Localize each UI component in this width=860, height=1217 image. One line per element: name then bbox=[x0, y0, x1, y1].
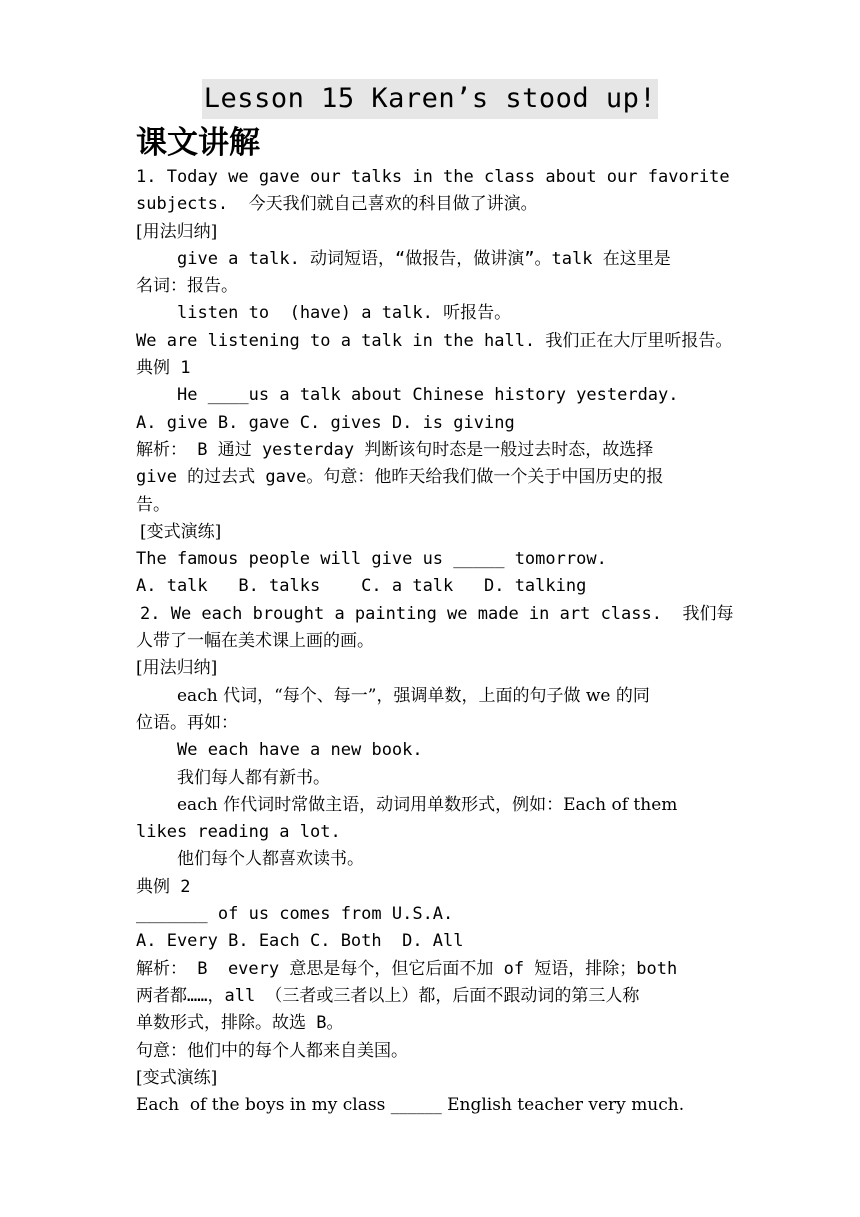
text-line: 句意：他们中的每个人都来自美国。 bbox=[136, 1040, 408, 1061]
text-line: The famous people will give us _____ tomorrow. bbox=[136, 549, 607, 570]
text-line: 解析： B every 意思是每个，但它后面不加 of 短语，排除；both bbox=[136, 958, 678, 979]
text-line: 解析： B 通过 yesterday 判断该句时态是一般过去时态，故选择 bbox=[136, 439, 654, 460]
text-line: give 的过去式 gave。句意：他昨天给我们做一个关于中国历史的报 bbox=[136, 467, 664, 488]
text-line: 单数形式，排除。故选 B。 bbox=[136, 1013, 344, 1034]
answer-options: A. Every B. Each C. Both D. All bbox=[136, 931, 464, 952]
lesson-body bbox=[136, 164, 760, 1119]
text-line: 我们每人都有新书。 bbox=[177, 767, 330, 788]
text-line: We are listening to a talk in the hall. 我们正在大厅里听报告。 bbox=[136, 330, 733, 351]
answer-options: A. talk B. talks C. a talk D. talking bbox=[136, 576, 587, 597]
practice-label: [变式演练] bbox=[136, 1067, 218, 1088]
text-line: He ____us a talk about Chinese history yesterday. bbox=[177, 385, 679, 406]
text-line: 他们每个人都喜欢读书。 bbox=[177, 849, 364, 870]
usage-label: [用法归纳] bbox=[136, 221, 218, 242]
text-line: 两者都……，all （三者或三者以上）都，后面不跟动词的第三人称 bbox=[136, 985, 640, 1006]
text-line: subjects. 今天我们就自己喜欢的科目做了讲演。 bbox=[136, 194, 538, 215]
text-line: give a talk. 动词短语，“做报告，做讲演”。talk 在这里是 bbox=[177, 248, 671, 269]
text-line: likes reading a lot. bbox=[136, 822, 341, 843]
practice-label: [变式演练] bbox=[140, 521, 222, 542]
usage-label: [用法归纳] bbox=[136, 658, 218, 679]
lesson-title: Lesson 15 Karen’s stood up! bbox=[202, 79, 658, 119]
text-line: each 作代词时常做主语，动词用单数形式，例如：Each of them bbox=[177, 794, 678, 815]
text-line: 位语。再如： bbox=[136, 712, 238, 733]
text-line: Each of the boys in my class ______ English teacher very much. bbox=[136, 1095, 685, 1116]
title-container bbox=[0, 79, 860, 119]
section-heading: 课文讲解 bbox=[136, 125, 260, 161]
example-label: 典例 1 bbox=[136, 358, 191, 379]
text-line: 告。 bbox=[136, 494, 170, 515]
text-line: _______ of us comes from U.S.A. bbox=[136, 904, 454, 925]
text-line: each 代词，“每个、每一”，强调单数，上面的句子做 we 的同 bbox=[177, 685, 650, 706]
text-line: 1. Today we gave our talks in the class about our favorite bbox=[136, 167, 730, 187]
text-line: listen to (have) a talk. 听报告。 bbox=[177, 303, 512, 324]
text-line: We each have a new book. bbox=[177, 740, 423, 761]
text-line: 人带了一幅在美术课上画的画。 bbox=[136, 631, 374, 652]
text-line: 名词：报告。 bbox=[136, 276, 238, 297]
answer-options: A. give B. gave C. gives D. is giving bbox=[136, 412, 515, 433]
example-label: 典例 2 bbox=[136, 876, 191, 897]
text-line: 2. We each brought a painting we made in art class. 我们每 bbox=[140, 603, 734, 624]
